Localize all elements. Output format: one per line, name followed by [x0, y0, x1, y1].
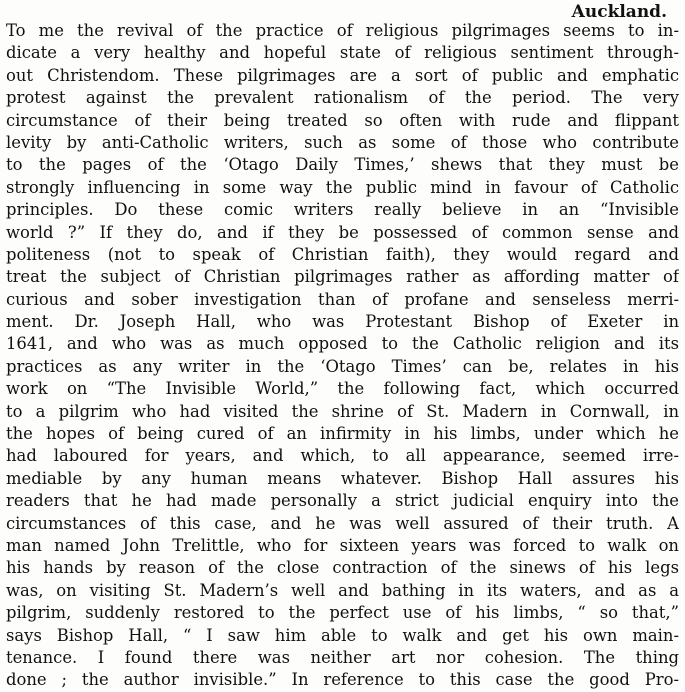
text-line: circumstance of their being treated so often with rude and flippant	[6, 110, 679, 130]
text-line: out Christendom. These pilgrimages are a sort of public and emphatic	[6, 65, 679, 85]
text-line: strongly influencing in some way the public mind in favour of Catholic	[6, 177, 679, 197]
text-line: To me the revival of the practice of religious pilgrimages seems to in-	[6, 21, 679, 40]
text-line: man named John Trelittle, who for sixteen years was forced to walk on	[6, 535, 679, 555]
text-line: world ?” If they do, and if they be possessed of common sense and	[6, 222, 679, 242]
text-line: protest against the prevalent rationalism of the period. The very	[6, 88, 679, 108]
text-line: his hands by reason of the close contraction of the sinews of his legs	[6, 558, 679, 578]
text-line: the hopes of being cured of an infirmity in his limbs, under which he	[6, 424, 679, 444]
text-line: levity by anti-Catholic writers, such as some of those who contribute	[6, 132, 679, 152]
text-line: tenance. I found there was neither art nor cohesion. The thing	[6, 647, 679, 667]
text-line: done ; the author invisible.” In reference to this case the good Pro-	[6, 670, 679, 690]
text-line: to the pages of the ‘Otago Daily Times,’ shews that they must be	[6, 155, 679, 175]
text-line: work on “The Invisible World,” the following fact, which occurred	[6, 379, 679, 399]
text-line: to a pilgrim who had visited the shrine of St. Madern in Cornwall, in	[6, 401, 679, 421]
dateline: Auckland.	[571, 2, 667, 22]
text-line: practices as any writer in the ‘Otago Times’ can be, relates in his	[6, 356, 679, 376]
text-line: curious and sober investigation than of profane and senseless merri-	[6, 289, 679, 309]
text-line: circumstances of this case, and he was well assured of their truth. A	[6, 513, 679, 533]
text-line: says Bishop Hall, “ I saw him able to walk and get his own main-	[6, 625, 679, 645]
text-line: pilgrim, suddenly restored to the perfect use of his limbs, “ so that,”	[6, 603, 679, 623]
text-line: ment. Dr. Joseph Hall, who was Protestant Bishop of Exeter in	[6, 312, 679, 332]
article-body	[6, 20, 679, 692]
text-line: 1641, and who was as much opposed to the Catholic religion and its	[6, 334, 679, 354]
text-line: was, on visiting St. Madern’s well and bathing in its waters, and as a	[6, 580, 679, 600]
text-line: principles. Do these comic writers really believe in an “Invisible	[6, 200, 679, 220]
text-line: politeness (not to speak of Christian faith), they would regard and	[6, 244, 679, 264]
text-line: had laboured for years, and which, to all appearance, seemed irre-	[6, 446, 679, 466]
text-line: treat the subject of Christian pilgrimages rather as affording matter of	[6, 267, 679, 287]
text-line: dicate a very healthy and hopeful state of religious sentiment through-	[6, 43, 679, 63]
text-line: mediable by any human means whatever. Bishop Hall assures his	[6, 468, 679, 488]
text-line: readers that he had made personally a strict judicial enquiry into the	[6, 491, 679, 511]
